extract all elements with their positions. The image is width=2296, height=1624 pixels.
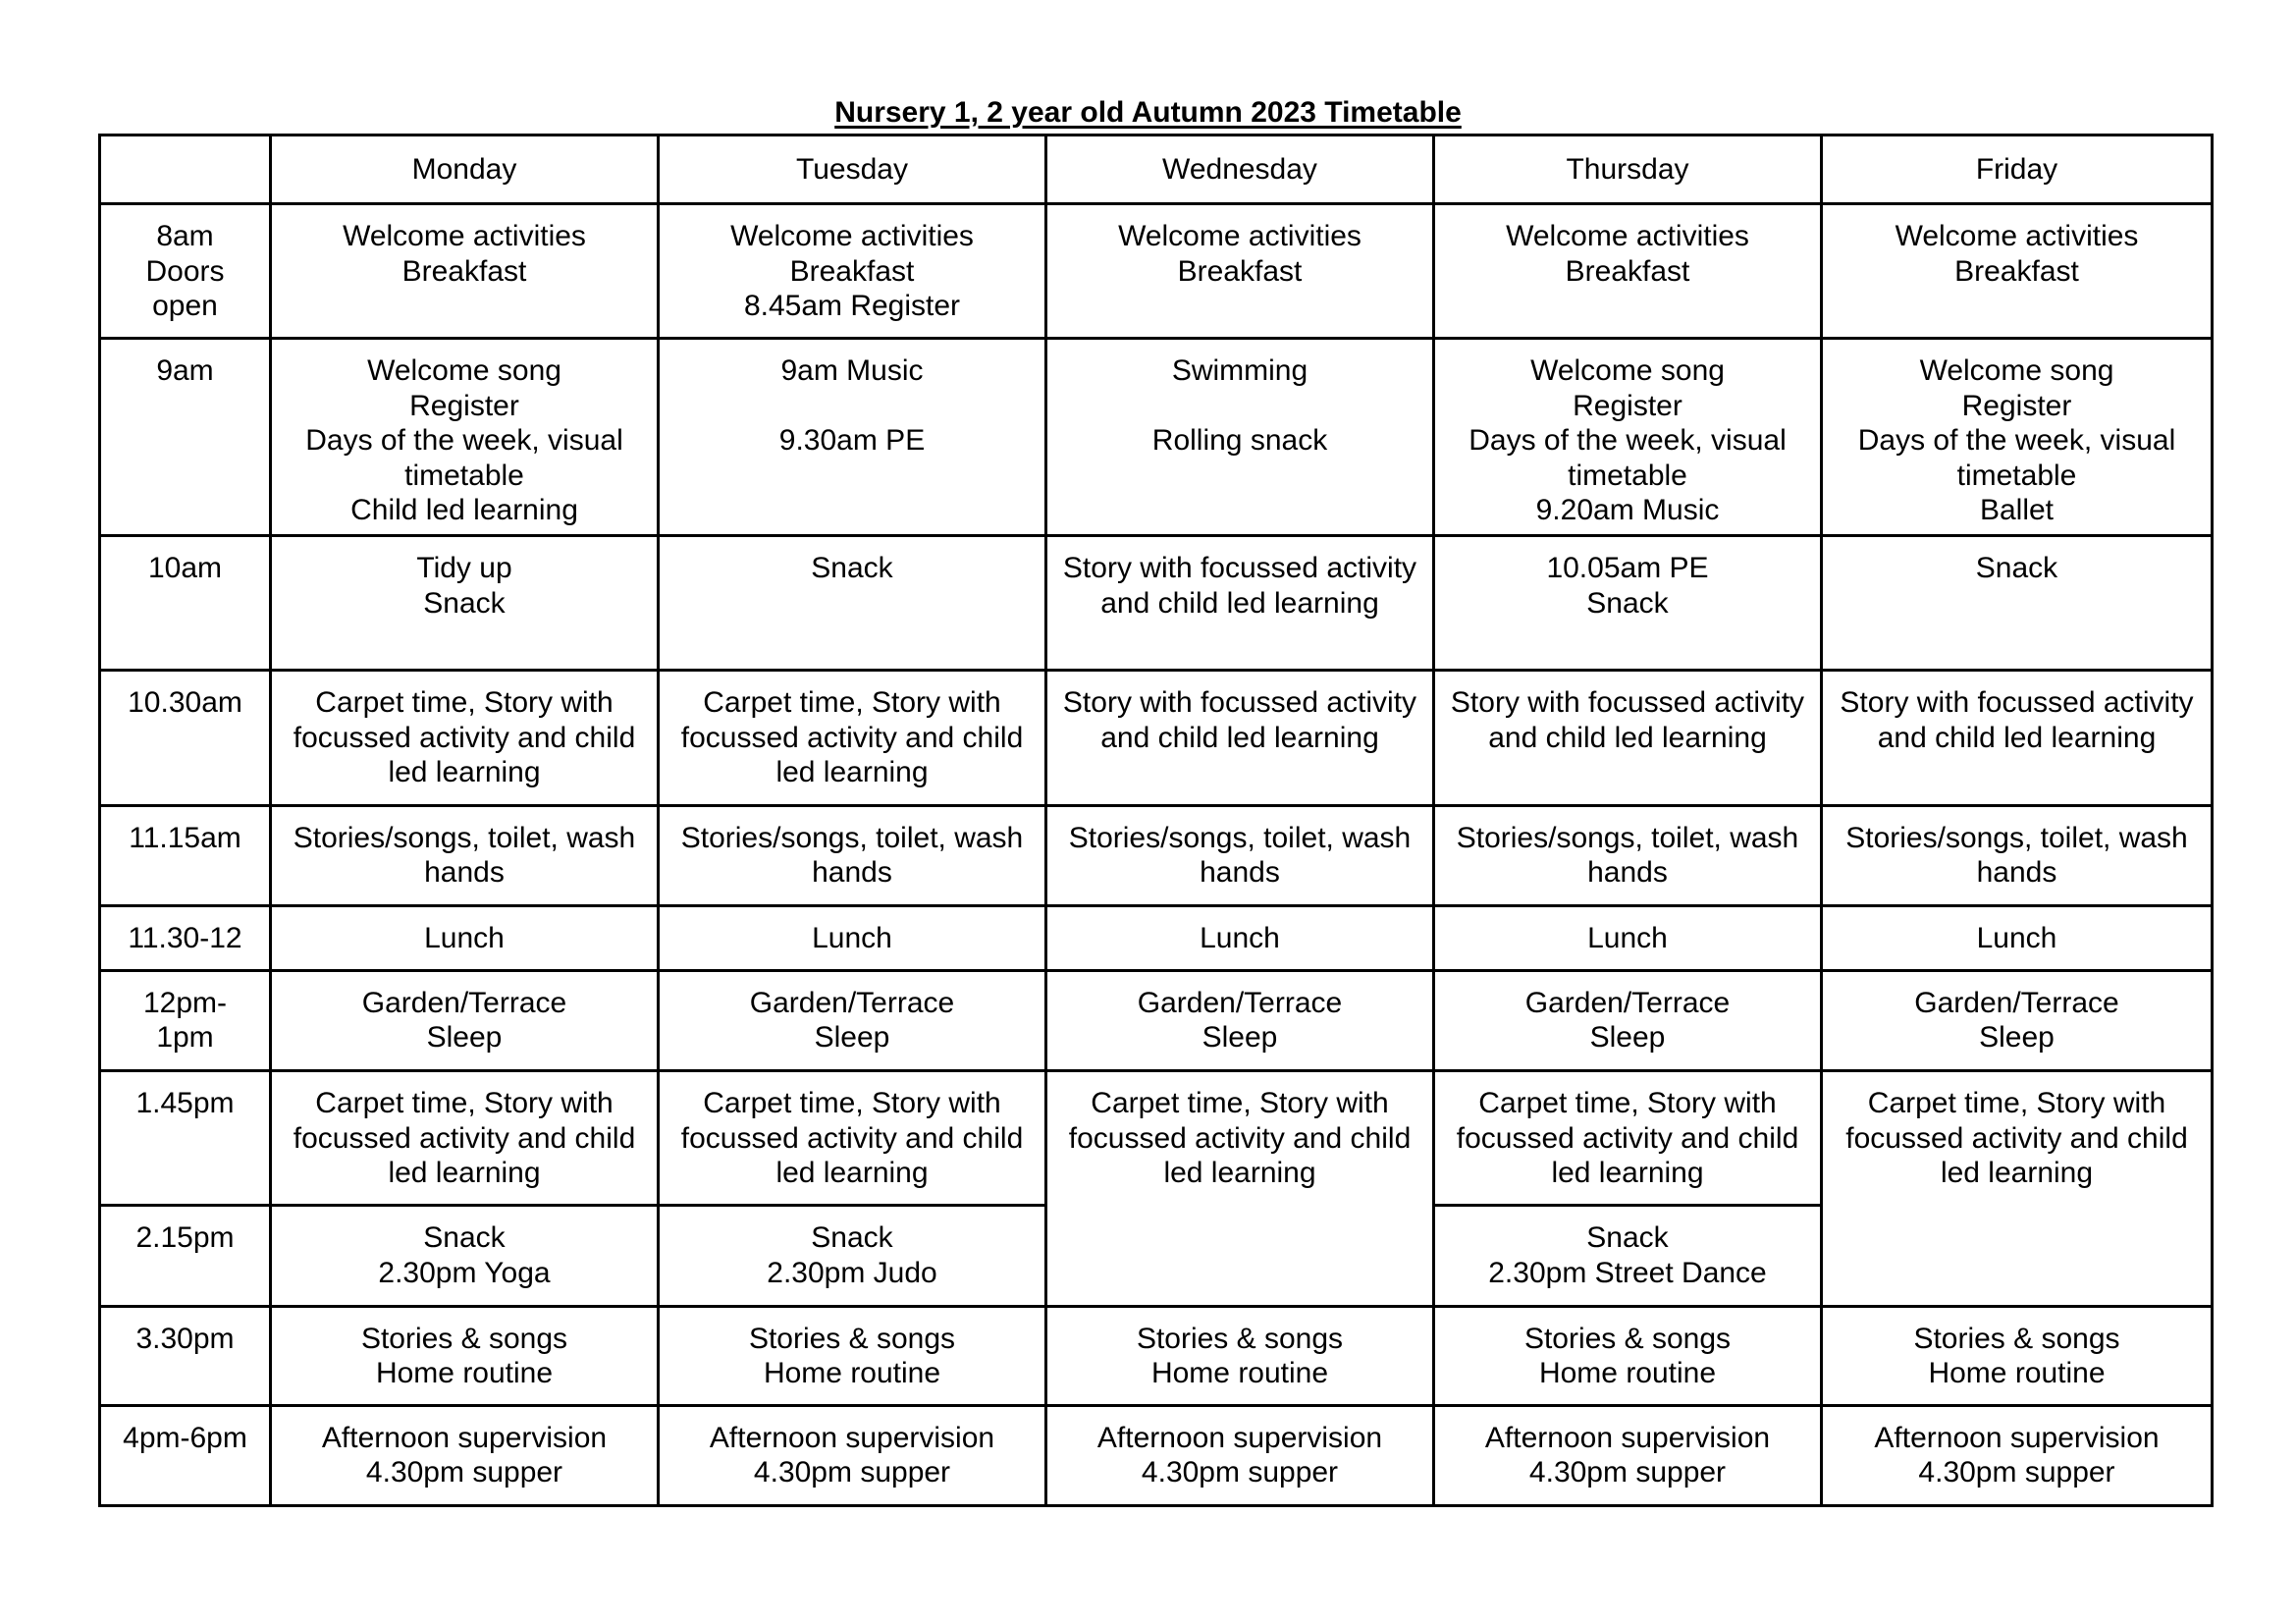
activity-line: Afternoon supervision xyxy=(1096,1421,1383,1454)
activity-line: 4.30pm supper xyxy=(1141,1456,1339,1489)
timetable-row xyxy=(100,1071,2213,1206)
day-header: Tuesday xyxy=(659,135,1046,204)
activity-line: Sleep xyxy=(1589,1021,1666,1055)
activity-line: Welcome song xyxy=(367,354,561,388)
activity-line: Welcome activities xyxy=(1895,220,2139,252)
activity-cell xyxy=(1046,1071,1434,1306)
activity-line: Ballet xyxy=(1979,494,2055,527)
time-label: Doors xyxy=(145,254,225,288)
activity-line: Afternoon supervision xyxy=(321,1421,608,1454)
activity-line: Afternoon supervision xyxy=(1484,1421,1771,1454)
time-cell xyxy=(100,805,271,905)
activity-cell xyxy=(1434,1071,1822,1206)
activity-cell xyxy=(1434,671,1822,805)
activity-line: Swimming xyxy=(1171,354,1308,388)
activity-line: Snack xyxy=(423,586,506,620)
time-label: open xyxy=(152,290,218,322)
activity-line: Story with focussed activity and child led learning xyxy=(1450,686,1813,754)
activity-cell xyxy=(659,339,1046,536)
activity-line: Stories & songs xyxy=(748,1322,956,1355)
activity-line: 8.45am Register xyxy=(743,290,961,322)
activity-line: Garden/Terrace xyxy=(1914,986,2119,1019)
activity-cell xyxy=(1434,805,1822,905)
time-label: 9am xyxy=(156,354,214,388)
activity-line: Carpet time, Story with focussed activity and child led learning xyxy=(293,1087,644,1190)
time-label: 10am xyxy=(147,552,223,585)
timetable-row xyxy=(100,536,2213,671)
activity-line xyxy=(666,389,1039,424)
activity-cell xyxy=(659,1405,1046,1505)
activity-line: Story with focussed activity and child led learning xyxy=(1840,686,2202,754)
activity-cell xyxy=(1046,671,1434,805)
activity-line: Snack xyxy=(1586,586,1669,620)
activity-line xyxy=(1053,389,1426,424)
activity-line: Register xyxy=(1961,389,2072,422)
header-row xyxy=(100,135,2213,204)
activity-line: Tidy up xyxy=(416,552,512,585)
activity-line: 9.20am Music xyxy=(1535,494,1720,527)
activity-line: Home routine xyxy=(375,1357,554,1390)
timetable-row xyxy=(100,204,2213,339)
activity-cell xyxy=(271,1206,659,1306)
activity-line: Welcome activities xyxy=(1506,220,1749,252)
activity-cell xyxy=(271,339,659,536)
activity-line: Breakfast xyxy=(789,254,915,288)
activity-line: Breakfast xyxy=(401,254,527,288)
activity-line: Carpet time, Story with focussed activity and child led learning xyxy=(1845,1087,2197,1190)
activity-line: Sleep xyxy=(814,1021,890,1055)
activity-line: Days of the week, visual timetable xyxy=(1857,424,2184,492)
activity-cell xyxy=(271,805,659,905)
activity-cell xyxy=(1822,204,2213,339)
time-label: 1pm xyxy=(156,1021,214,1055)
time-cell xyxy=(100,970,271,1070)
activity-cell xyxy=(659,805,1046,905)
activity-line: 2.30pm Judo xyxy=(767,1256,937,1289)
time-cell xyxy=(100,1071,271,1206)
activity-line: 4.30pm supper xyxy=(1918,1456,2115,1489)
time-cell xyxy=(100,1206,271,1306)
activity-line: Carpet time, Story with focussed activity and child led learning xyxy=(1456,1087,1807,1190)
header-corner-cell xyxy=(100,135,271,204)
timetable-row xyxy=(100,339,2213,536)
activity-line: Days of the week, visual timetable xyxy=(305,424,632,492)
activity-line: 4.30pm supper xyxy=(753,1456,951,1489)
activity-cell xyxy=(1822,536,2213,671)
activity-line: Stories/songs, toilet, wash hands xyxy=(680,821,1032,890)
time-cell xyxy=(100,671,271,805)
page-title xyxy=(0,95,2296,131)
activity-cell xyxy=(271,1306,659,1405)
time-label: 1.45pm xyxy=(135,1087,235,1120)
time-cell xyxy=(100,905,271,970)
activity-cell xyxy=(1822,339,2213,536)
day-header: Thursday xyxy=(1434,135,1822,204)
activity-line: Register xyxy=(409,389,519,422)
activity-cell xyxy=(271,204,659,339)
time-label: 2.15pm xyxy=(135,1221,235,1255)
activity-line: Stories & songs xyxy=(1523,1322,1732,1355)
activity-line: Snack xyxy=(1975,552,2058,585)
activity-cell xyxy=(1822,1071,2213,1306)
activity-line: Carpet time, Story with focussed activity and child led learning xyxy=(1068,1087,1419,1190)
activity-cell xyxy=(1046,805,1434,905)
activity-line: Snack xyxy=(811,1221,893,1255)
timetable-row xyxy=(100,970,2213,1070)
activity-cell xyxy=(1434,1306,1822,1405)
activity-line: Home routine xyxy=(763,1357,941,1390)
activity-cell xyxy=(1046,339,1434,536)
timetable-body xyxy=(100,204,2213,1506)
timetable-row xyxy=(100,1405,2213,1505)
activity-cell xyxy=(1434,970,1822,1070)
activity-cell xyxy=(659,204,1046,339)
activity-line: Welcome song xyxy=(1530,354,1725,388)
activity-line: Sleep xyxy=(1201,1021,1278,1055)
activity-cell xyxy=(271,536,659,671)
activity-line: Welcome activities xyxy=(730,220,974,252)
activity-line: Lunch xyxy=(1587,921,1668,954)
activity-cell xyxy=(659,970,1046,1070)
activity-line: Afternoon supervision xyxy=(1874,1421,2160,1454)
time-label: 8am xyxy=(156,220,214,252)
day-header: Monday xyxy=(271,135,659,204)
activity-cell xyxy=(271,1405,659,1505)
activity-line: Garden/Terrace xyxy=(749,986,955,1019)
timetable xyxy=(98,134,2214,1507)
activity-line: 2.30pm Street Dance xyxy=(1488,1256,1767,1289)
activity-line: Afternoon supervision xyxy=(709,1421,995,1454)
activity-line: Stories & songs xyxy=(360,1322,568,1355)
activity-line: 4.30pm supper xyxy=(365,1456,563,1489)
activity-line: Lunch xyxy=(1200,921,1280,954)
activity-cell xyxy=(1434,1405,1822,1505)
activity-line: Story with focussed activity and child led learning xyxy=(1062,552,1425,620)
activity-cell xyxy=(659,905,1046,970)
activity-line: Carpet time, Story with focussed activity and child led learning xyxy=(680,686,1032,789)
activity-line: Home routine xyxy=(1538,1357,1717,1390)
activity-cell xyxy=(271,905,659,970)
time-cell xyxy=(100,536,271,671)
activity-line: Carpet time, Story with focussed activity and child led learning xyxy=(680,1087,1032,1190)
activity-cell xyxy=(271,1071,659,1206)
timetable-row xyxy=(100,1306,2213,1405)
activity-line: Snack xyxy=(811,552,893,585)
activity-line: Welcome activities xyxy=(343,220,586,252)
time-cell xyxy=(100,1405,271,1505)
activity-line: Carpet time, Story with focussed activity and child led learning xyxy=(293,686,644,789)
activity-line: Child led learning xyxy=(350,494,578,527)
activity-cell xyxy=(1822,671,2213,805)
activity-line: Lunch xyxy=(1976,921,2057,954)
timetable-row xyxy=(100,805,2213,905)
activity-cell xyxy=(1822,805,2213,905)
activity-line: Snack xyxy=(423,1221,506,1255)
activity-cell xyxy=(1046,536,1434,671)
time-label: 11.15am xyxy=(129,821,241,854)
activity-line: Home routine xyxy=(1928,1357,2106,1390)
activity-line: Breakfast xyxy=(1565,254,1690,288)
activity-cell xyxy=(659,1071,1046,1206)
day-header: Wednesday xyxy=(1046,135,1434,204)
time-cell xyxy=(100,339,271,536)
activity-cell xyxy=(1822,970,2213,1070)
activity-cell xyxy=(659,671,1046,805)
activity-line: 10.05am PE xyxy=(1546,552,1709,585)
activity-line: Story with focussed activity and child led learning xyxy=(1062,686,1425,754)
time-label: 11.30-12 xyxy=(128,921,242,954)
activity-line: Breakfast xyxy=(1954,254,2079,288)
activity-cell xyxy=(1434,1206,1822,1306)
activity-line: 9am Music xyxy=(780,354,924,388)
activity-line: 9.30am PE xyxy=(778,424,926,458)
activity-line: Stories & songs xyxy=(1913,1322,2120,1355)
time-cell xyxy=(100,204,271,339)
activity-line: Snack xyxy=(1586,1221,1669,1255)
activity-cell xyxy=(1822,905,2213,970)
activity-cell xyxy=(1822,1306,2213,1405)
timetable-row xyxy=(100,671,2213,805)
activity-line: 2.30pm Yoga xyxy=(378,1256,551,1289)
activity-cell xyxy=(271,970,659,1070)
activity-line: Lunch xyxy=(424,921,505,954)
timetable-row xyxy=(100,905,2213,970)
activity-line: Sleep xyxy=(1979,1021,2055,1055)
time-label: 12pm- xyxy=(142,986,228,1019)
activity-line: Stories & songs xyxy=(1136,1322,1344,1355)
activity-line: 4.30pm supper xyxy=(1528,1456,1727,1489)
activity-line: Register xyxy=(1573,389,1682,422)
activity-cell xyxy=(1046,970,1434,1070)
activity-cell xyxy=(1434,339,1822,536)
activity-line: Stories/songs, toilet, wash hands xyxy=(1845,821,2197,890)
time-label: 3.30pm xyxy=(135,1322,235,1355)
activity-line: Lunch xyxy=(812,921,892,954)
activity-line: Days of the week, visual timetable xyxy=(1468,424,1795,492)
activity-line: Garden/Terrace xyxy=(1137,986,1343,1019)
activity-cell xyxy=(659,1206,1046,1306)
activity-cell xyxy=(1434,204,1822,339)
page-title-text: Nursery 1, 2 year old Autumn 2023 Timetable xyxy=(834,96,1462,129)
activity-cell xyxy=(1046,1306,1434,1405)
activity-cell xyxy=(271,671,659,805)
activity-line: Garden/Terrace xyxy=(361,986,567,1019)
activity-line: Rolling snack xyxy=(1151,424,1328,458)
activity-cell xyxy=(659,1306,1046,1405)
activity-cell xyxy=(1434,536,1822,671)
activity-line: Stories/songs, toilet, wash hands xyxy=(1456,821,1807,890)
time-label: 4pm-6pm xyxy=(123,1421,247,1454)
activity-line: Welcome activities xyxy=(1118,220,1362,252)
time-cell xyxy=(100,1306,271,1405)
activity-line: Home routine xyxy=(1150,1357,1329,1390)
activity-line: Garden/Terrace xyxy=(1524,986,1731,1019)
activity-cell xyxy=(1434,905,1822,970)
activity-line: Welcome song xyxy=(1919,354,2114,388)
activity-cell xyxy=(1046,204,1434,339)
activity-line: Breakfast xyxy=(1177,254,1303,288)
day-header: Friday xyxy=(1822,135,2213,204)
activity-cell xyxy=(1822,1405,2213,1505)
activity-cell xyxy=(1046,905,1434,970)
activity-cell xyxy=(659,536,1046,671)
activity-line: Sleep xyxy=(426,1021,503,1055)
activity-line: Stories/songs, toilet, wash hands xyxy=(1068,821,1419,890)
activity-line: Stories/songs, toilet, wash hands xyxy=(293,821,644,890)
activity-cell xyxy=(1046,1405,1434,1505)
time-label: 10.30am xyxy=(128,686,242,720)
